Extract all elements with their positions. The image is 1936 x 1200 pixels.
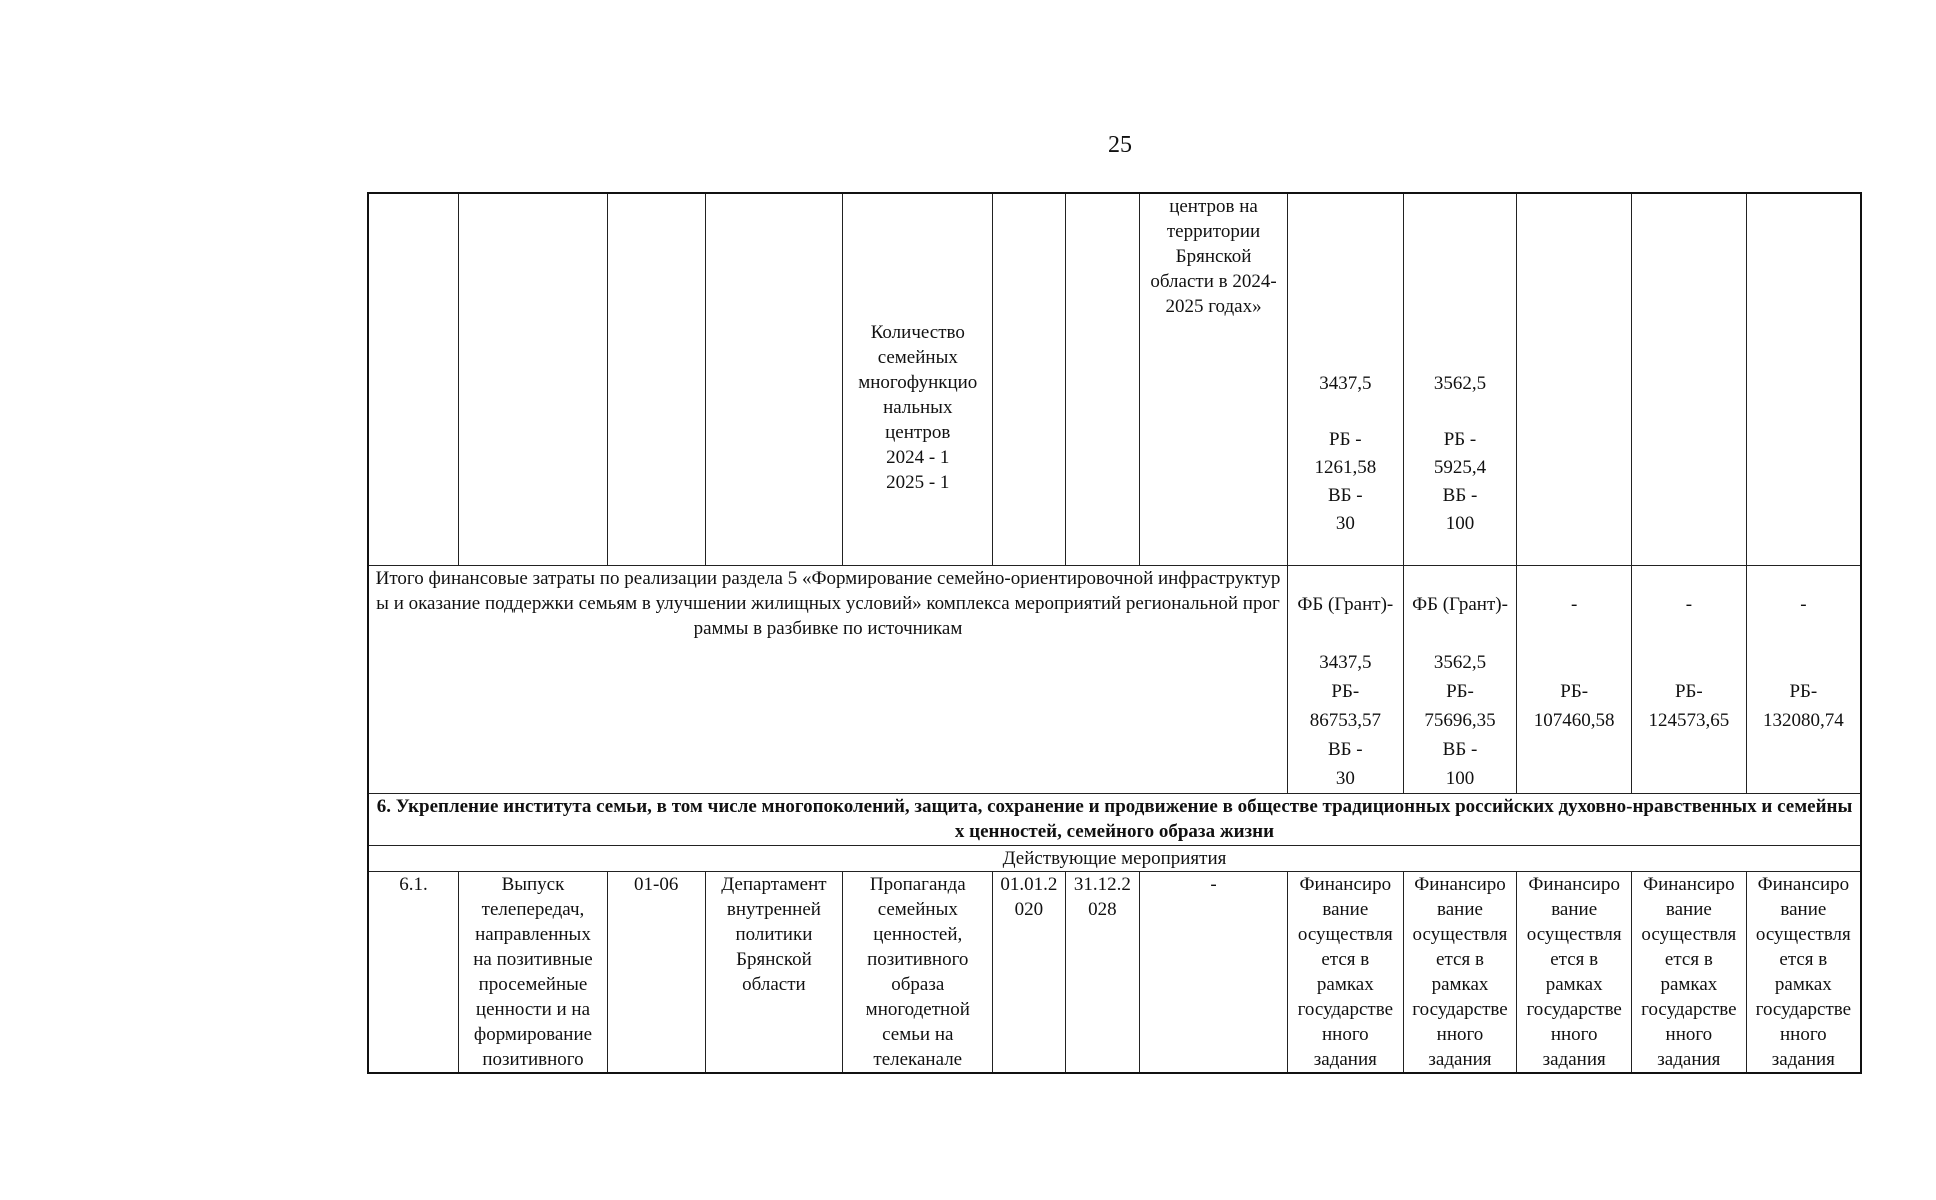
totals-2024: ФБ (Грант)- 3437,5 РБ- 86753,57 ВБ - 30 bbox=[1287, 565, 1403, 793]
continuation-row bbox=[368, 193, 1861, 565]
row-financing-2028: Финансиро вание осуществля ется в рамках государстве нного задания bbox=[1746, 871, 1861, 1073]
program-table bbox=[367, 192, 1862, 1074]
page-number: 25 bbox=[1108, 132, 1132, 158]
row-financing-2027: Финансиро вание осуществля ется в рамках государстве нного задания bbox=[1632, 871, 1747, 1073]
subheader-row bbox=[368, 845, 1861, 871]
cell-finance-2027 bbox=[1632, 193, 1747, 565]
totals-2026: - РБ- 107460,58 bbox=[1517, 565, 1632, 793]
cell-number bbox=[368, 193, 459, 565]
totals-2028: - РБ- 132080,74 bbox=[1746, 565, 1861, 793]
row-start-date: 01.01.2 020 bbox=[993, 871, 1065, 1073]
row-financing-2025: Финансиро вание осуществля ется в рамках государстве нного задания bbox=[1403, 871, 1517, 1073]
row-financing-2026: Финансиро вание осуществля ется в рамках государстве нного задания bbox=[1517, 871, 1632, 1073]
row-code: 01-06 bbox=[607, 871, 705, 1073]
cell-name bbox=[459, 193, 608, 565]
cell-finance-2025: 3562,5 РБ - 5925,4 ВБ - 100 bbox=[1403, 193, 1517, 565]
section-6-title: 6. Укрепление института семьи, в том числе многопоколений, защита, сохранение и продвижение в обществе традиционных российских духовно-нравственных и семейных ценностей, семейного образа жизни bbox=[368, 793, 1861, 845]
cell-code bbox=[607, 193, 705, 565]
cell-finance-2024: 3437,5 РБ - 1261,58 ВБ - 30 bbox=[1287, 193, 1403, 565]
cell-indicator: Количество семейных многофункцио нальных центров 2024 - 1 2025 - 1 bbox=[843, 193, 993, 565]
row-name: Выпуск телепередач, направленных на позитивные просемейные ценности и на формирование позитивного bbox=[459, 871, 608, 1073]
section-subheader: Действующие мероприятия bbox=[368, 845, 1861, 871]
row-project: - bbox=[1140, 871, 1288, 1073]
cell-project: центров на территории Брянской области в 2024- 2025 годах» bbox=[1140, 193, 1288, 565]
totals-label: Итого финансовые затраты по реализации раздела 5 «Формирование семейно-ориентировочной инфраструктуры и оказание поддержки семьям в улучшении жилищных условий» комплекса мероприятий региональной программы в разбивке по источникам bbox=[368, 565, 1287, 793]
row-result: Пропаганда семейных ценностей, позитивного образа многодетной семьи на телеканале bbox=[843, 871, 993, 1073]
section-title-row bbox=[368, 793, 1861, 845]
table-row bbox=[368, 871, 1861, 1073]
row-end-date: 31.12.2 028 bbox=[1065, 871, 1139, 1073]
row-number: 6.1. bbox=[368, 871, 459, 1073]
cell-executor bbox=[705, 193, 843, 565]
cell-start-date bbox=[993, 193, 1065, 565]
totals-row bbox=[368, 565, 1861, 793]
totals-2025: ФБ (Грант)- 3562,5 РБ- 75696,35 ВБ - 100 bbox=[1403, 565, 1517, 793]
row-executor: Департамент внутренней политики Брянской области bbox=[705, 871, 843, 1073]
row-financing-2024: Финансиро вание осуществля ется в рамках государстве нного задания bbox=[1287, 871, 1403, 1073]
cell-finance-2028 bbox=[1746, 193, 1861, 565]
cell-end-date bbox=[1065, 193, 1139, 565]
totals-2027: - РБ- 124573,65 bbox=[1632, 565, 1747, 793]
cell-finance-2026 bbox=[1517, 193, 1632, 565]
